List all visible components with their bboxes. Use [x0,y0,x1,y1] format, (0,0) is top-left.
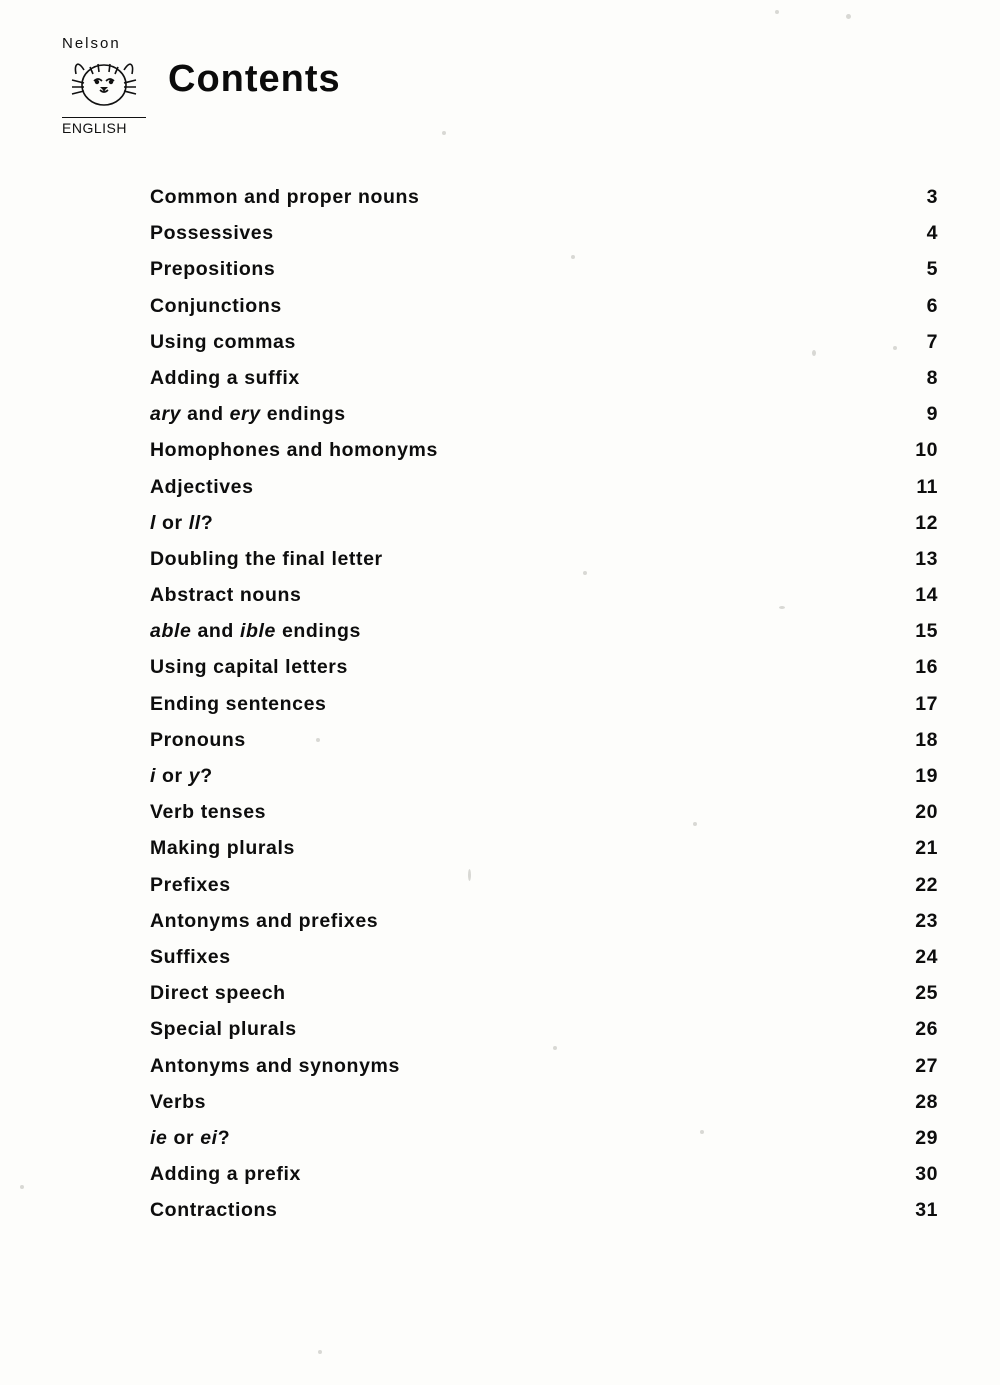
table-of-contents [150,186,950,1235]
toc-entry-page-number: 24 [915,945,938,968]
toc-entry-page-number: 27 [915,1054,938,1077]
toc-entry-page-number: 15 [915,620,938,643]
toc-entry[interactable] [150,331,950,367]
toc-entry-label: Doubling the final letter [150,547,383,570]
toc-entry[interactable] [150,946,950,982]
toc-entry-label: Prepositions [150,258,276,281]
toc-entry-label: Adjectives [150,475,254,498]
toc-entry-label: Contractions [150,1199,278,1222]
toc-entry-label: Possessives [150,222,274,245]
toc-entry-label: Special plurals [150,1018,297,1041]
toc-entry-page-number: 9 [926,403,938,426]
toc-entry[interactable] [150,982,950,1018]
toc-entry[interactable] [150,186,950,222]
toc-entry-label: Adding a suffix [150,366,300,389]
toc-entry-label: Using capital letters [150,656,348,679]
toc-entry-page-number: 3 [926,186,938,208]
scan-speck [442,131,446,135]
publisher-logo [62,36,150,136]
brand-name-top: Nelson [62,35,121,52]
toc-entry-page-number: 20 [915,801,938,824]
toc-entry-page-number: 13 [915,547,938,570]
toc-entry-page-number: 17 [915,692,938,715]
toc-entry-page-number: 16 [915,656,938,679]
toc-entry[interactable] [150,1127,950,1163]
toc-entry-label: Conjunctions [150,294,282,317]
toc-entry-label: Prefixes [150,873,231,896]
toc-entry-page-number: 28 [915,1090,938,1113]
toc-entry-page-number: 6 [926,294,938,317]
scan-speck [846,14,851,19]
toc-entry[interactable] [150,403,950,439]
toc-entry-page-number: 12 [915,511,938,534]
toc-entry-label: Direct speech [150,982,286,1005]
toc-entry-page-number: 22 [915,873,938,896]
toc-entry[interactable] [150,1055,950,1091]
toc-entry[interactable] [150,693,950,729]
toc-entry[interactable] [150,620,950,656]
toc-entry[interactable] [150,1163,950,1199]
toc-entry-label: Abstract nouns [150,584,302,607]
toc-entry-page-number: 7 [926,330,938,353]
toc-entry[interactable] [150,222,950,258]
toc-entry[interactable] [150,295,950,331]
toc-entry[interactable] [150,258,950,294]
toc-entry-label: Making plurals [150,837,295,860]
toc-entry-page-number: 21 [915,837,938,860]
toc-entry-label: ie or ei? [150,1126,231,1149]
page-title: Contents [168,58,341,100]
toc-entry-label: Verbs [150,1090,207,1113]
toc-entry-page-number: 29 [915,1126,938,1149]
toc-entry-label: Homophones and homonyms [150,439,438,462]
toc-entry-page-number: 5 [926,258,938,281]
toc-entry[interactable] [150,584,950,620]
tiger-face-icon [64,54,144,112]
toc-entry-page-number: 30 [915,1163,938,1186]
toc-entry[interactable] [150,1091,950,1127]
toc-entry-label: Antonyms and prefixes [150,909,379,932]
toc-entry-label: Suffixes [150,945,231,968]
toc-entry[interactable] [150,439,950,475]
toc-entry-label: Using commas [150,330,296,353]
toc-entry-page-number: 19 [915,765,938,787]
toc-entry[interactable] [150,729,950,765]
toc-entry[interactable] [150,548,950,584]
toc-entry-label: Adding a prefix [150,1163,301,1186]
toc-entry-label: l or ll? [150,511,214,534]
toc-entry[interactable] [150,1018,950,1054]
toc-entry-page-number: 4 [926,222,938,245]
toc-entry[interactable] [150,765,950,801]
toc-entry[interactable] [150,801,950,837]
toc-entry-page-number: 18 [915,728,938,751]
toc-entry-label: Pronouns [150,728,246,751]
toc-entry[interactable] [150,476,950,512]
toc-entry[interactable] [150,512,950,548]
toc-entry[interactable] [150,1199,950,1235]
toc-entry-page-number: 23 [915,909,938,932]
toc-entry-page-number: 10 [915,439,938,462]
brand-name-bottom: ENGLISH [62,117,146,136]
toc-entry-label: Antonyms and synonyms [150,1054,400,1077]
scan-speck [318,1350,322,1354]
toc-entry-page-number: 11 [916,475,938,498]
toc-entry-page-number: 31 [915,1199,938,1222]
toc-entry-label: i or y? [150,765,213,787]
toc-entry-page-number: 8 [926,366,938,389]
toc-entry-page-number: 26 [915,1018,938,1041]
toc-entry[interactable] [150,367,950,403]
toc-entry[interactable] [150,837,950,873]
toc-entry-label: Common and proper nouns [150,186,420,208]
scan-speck [775,10,779,14]
toc-entry-label: Verb tenses [150,801,267,824]
toc-entry-label: Ending sentences [150,692,327,715]
toc-entry-label: ary and ery endings [150,403,346,426]
toc-entry[interactable] [150,874,950,910]
scan-speck [20,1185,24,1189]
toc-entry-label: able and ible endings [150,620,361,643]
toc-entry[interactable] [150,910,950,946]
toc-entry[interactable] [150,656,950,692]
toc-entry-page-number: 25 [915,982,938,1005]
toc-entry-page-number: 14 [915,584,938,607]
